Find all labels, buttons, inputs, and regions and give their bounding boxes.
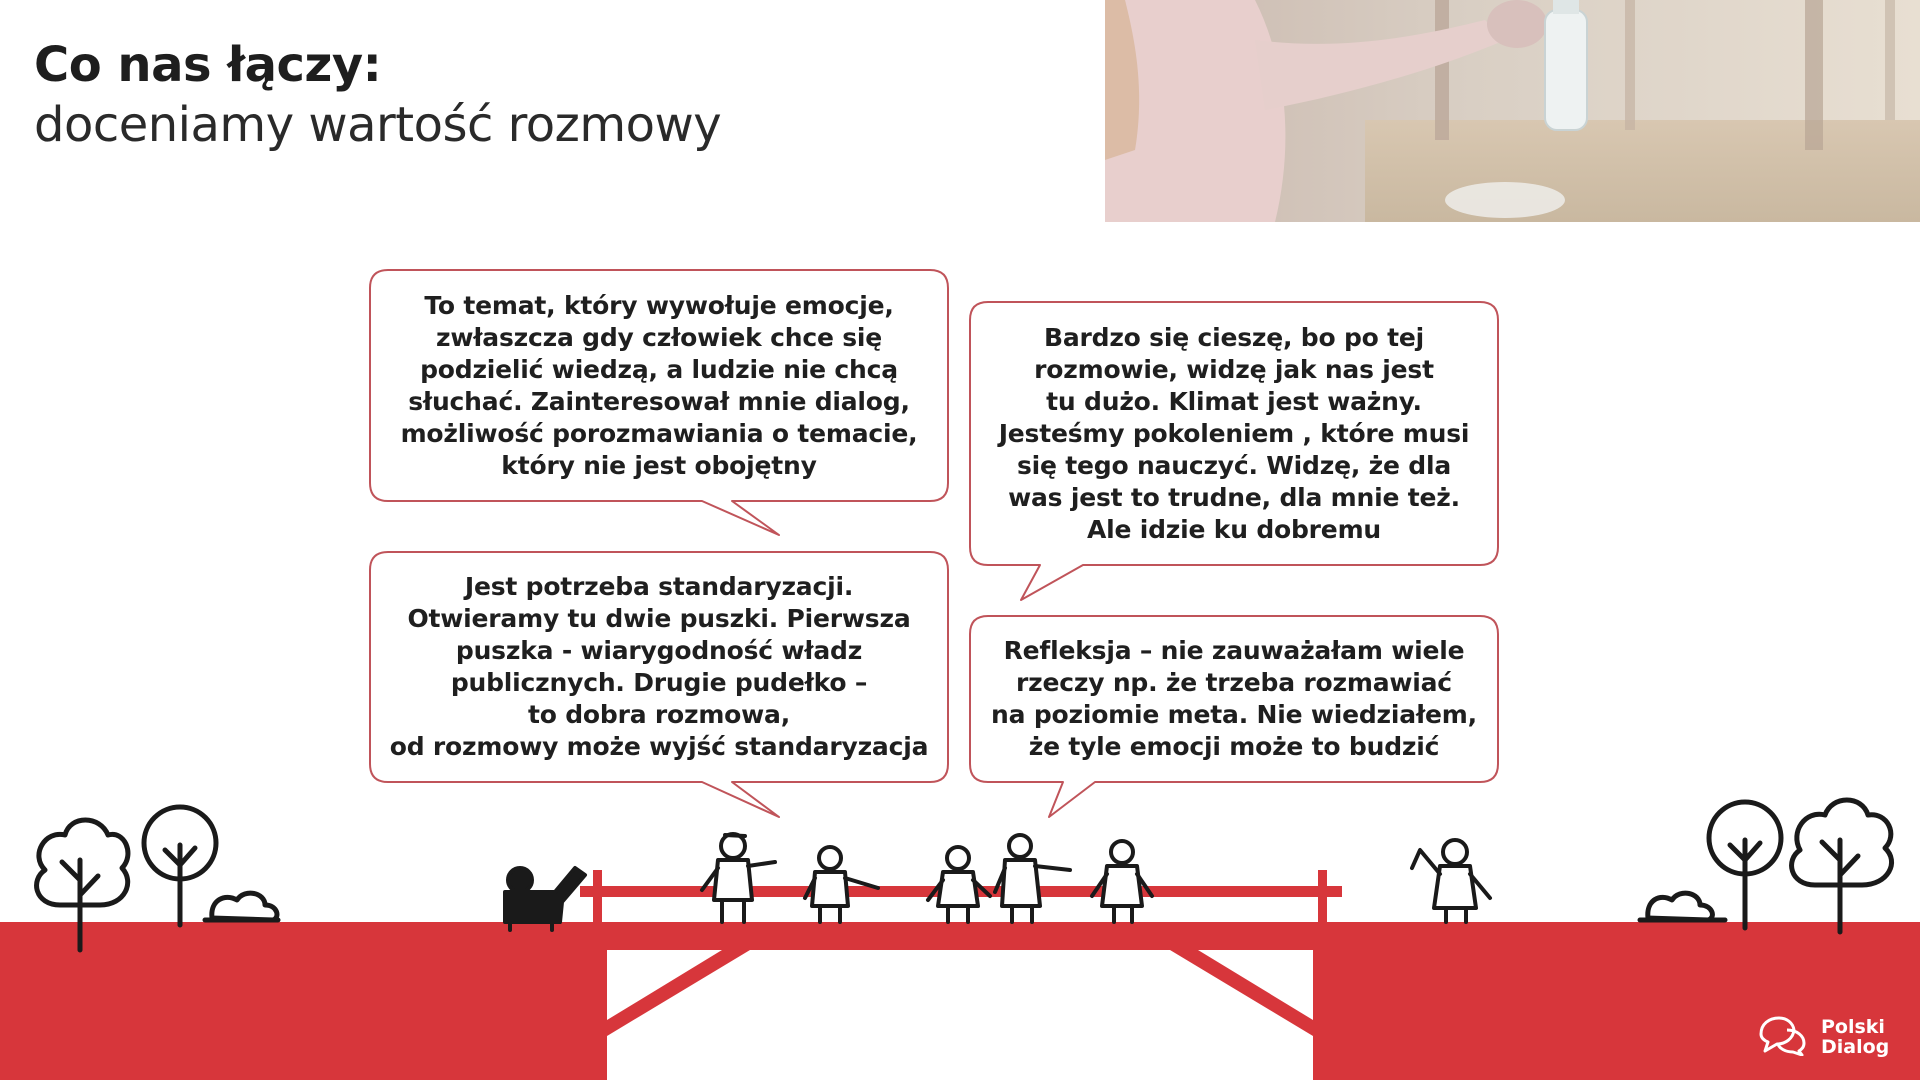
trees-right [1640,800,1892,932]
logo-text: Polski Dialog [1821,1016,1890,1058]
person-seated-left [505,868,585,930]
person-3 [928,847,990,922]
polski-dialog-logo [1757,1014,1889,1060]
person-5 [1092,841,1152,922]
people-figures [505,834,1490,930]
slide-title: Co nas łączy: [34,37,382,93]
slide-subtitle: doceniamy wartość rozmowy [34,97,722,153]
person-2 [805,847,878,922]
person-right [1412,840,1490,922]
person-4 [995,835,1070,922]
person-1 [702,834,775,922]
quote-top-right: Bardzo się cieszę, bo po tej rozmowie, widzę jak nas jest tu dużo. Klimat jest ważny. Jesteśmy pokoleniem , które musi się tego nauczyć. Widzę, że dla was jest to trudne, dla mnie też. Ale idzie ku dobremu [998,322,1470,544]
quote-bottom-left: Jest potrzeba standaryzacji. Otwieramy tu dwie puszki. Pierwsza puszka - wiarygodność władz publicznych. Drugie pudełko – to dobra rozmowa, od rozmowy może wyjść standaryzacja [389,572,929,761]
quote-bottom-right: Refleksja – nie zauważałam wiele rzeczy np. że trzeba rozmawiać na poziomie meta. Nie wiedziałem, że tyle emocji może to budzić [991,636,1477,761]
quote-top-left: To temat, który wywołuje emocje, zwłaszcza gdy człowiek chce się podzielić wiedzą, a ludzie nie chcą słuchać. Zainteresował mnie dialog, możliwość porozmawiania o temacie, który nie jest obojętny [400,290,918,480]
speech-bubbles-icon [1757,1014,1807,1060]
